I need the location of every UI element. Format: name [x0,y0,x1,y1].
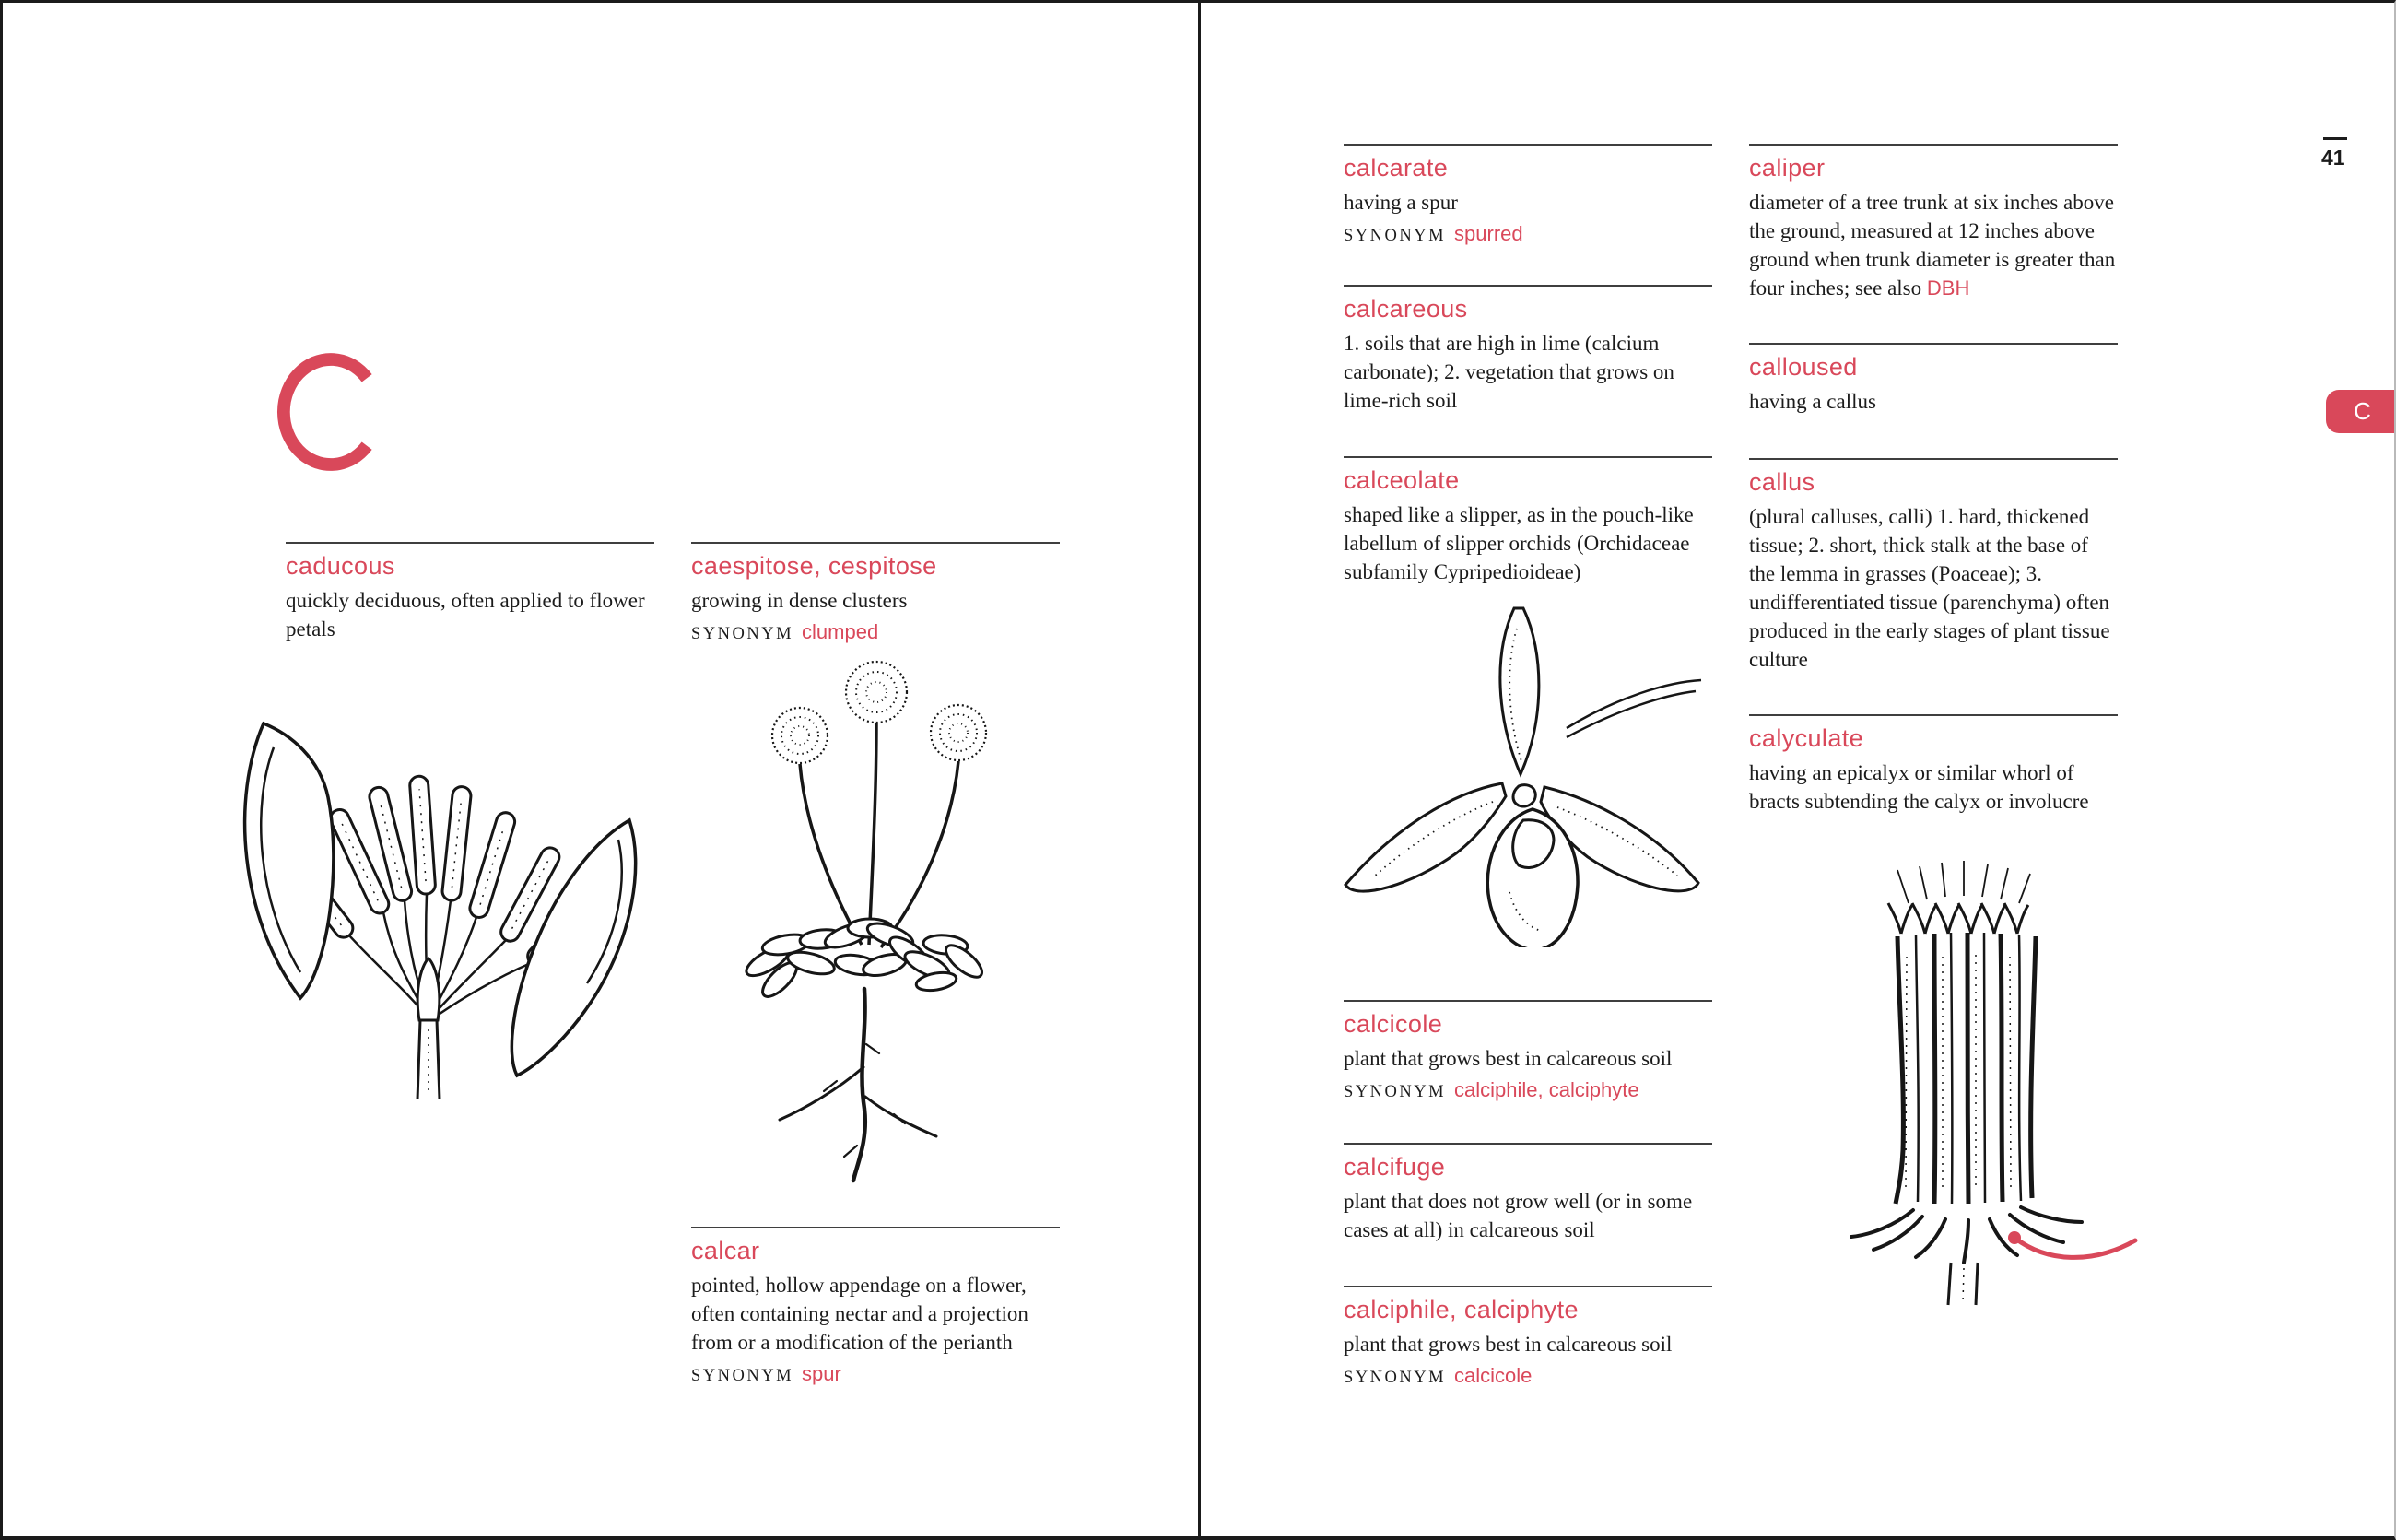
entry-calcarate [1344,144,1712,250]
definition-calyculate: having an epicalyx or similar whorl of bracts subtending the calyx or involucre [1749,761,2089,813]
term-calceolate: calceolate [1344,466,1460,494]
entry-calciphile [1344,1286,1712,1392]
synonym-line [1344,1362,1712,1392]
entry-rule [1749,144,2118,146]
definition-calcareous: 1. soils that are high in lime (calcium carbonate); 2. vegetation that grows on lime-rich soil [1344,332,1674,412]
synonym-value: calcicole [1454,1364,1533,1387]
synonym-value: calciphile, calciphyte [1454,1078,1639,1101]
definition-calcifuge: plant that does not grow well (or in some cases at all) in calcareous soil [1344,1190,1693,1241]
definition-calciphile: plant that grows best in calcareous soil [1344,1333,1673,1356]
definition-calceolate: shaped like a slipper, as in the pouch-like labellum of slipper orchids (Orchidaceae subfamily Cypripedioideae) [1344,503,1694,583]
synonym-line [1344,1076,1712,1106]
entry-rule [1344,144,1712,146]
term-calcifuge: calcifuge [1344,1153,1446,1181]
term-caliper: caliper [1749,154,1826,182]
definition-calcarate: having a spur [1344,191,1458,214]
entry-rule [1344,285,1712,287]
definition-calloused: having a callus [1749,390,1876,413]
entry-rule [691,1227,1060,1228]
entry-rule [1749,714,2118,716]
calceolate-illustration [1325,597,1712,947]
page-number-rule [2323,137,2347,140]
synonym-line [691,1360,1060,1390]
synonym-line [1344,220,1712,250]
synonym-value: spur [802,1362,841,1385]
entry-rule [1344,1143,1712,1145]
entry-calceolate [1344,456,1712,586]
synonym-label: SYNONYM [1344,1083,1447,1101]
synonym-label: SYNONYM [1344,1369,1447,1387]
entry-caliper [1749,144,2118,302]
term-calciphile: calciphile, calciphyte [1344,1296,1579,1323]
definition-calcar: pointed, hollow appendage on a flower, often containing nectar and a projection from or a modification of the perianth [691,1274,1028,1354]
caespitose-illustration [726,648,1007,1192]
entry-rule [1749,458,2118,460]
section-tab-c [2326,390,2396,433]
entry-calyculate [1749,714,2118,816]
entry-rule [286,542,654,544]
term-callus: callus [1749,468,1815,496]
entry-caespitose [691,542,1060,648]
entry-rule [691,542,1060,544]
drop-cap-c-glyph [276,353,385,471]
entry-rule [1344,1286,1712,1287]
definition-caducous: quickly deciduous, often applied to flower petals [286,589,645,641]
section-tab-letter: C [2354,397,2371,425]
synonym-line [691,618,1060,648]
entry-rule [1344,456,1712,458]
page-gutter-divider [1198,3,1201,1536]
definition-caespitose: growing in dense clusters [691,589,908,612]
see-also-reference: DBH [1926,276,1970,300]
term-calcicole: calcicole [1344,1010,1443,1038]
synonym-value: clumped [802,620,879,643]
term-caducous: caducous [286,552,395,580]
term-calcareous: calcareous [1344,295,1468,323]
entry-calcareous [1344,285,1712,415]
entry-callus [1749,458,2118,674]
red-pointer-line [2008,1231,2135,1257]
entry-calcar [691,1227,1060,1390]
synonym-label: SYNONYM [691,1367,794,1385]
synonym-value: spurred [1454,222,1523,245]
page-number-block [2321,137,2364,170]
term-calyculate: calyculate [1749,724,1864,752]
entry-calcicole [1344,1000,1712,1106]
entry-calcifuge [1344,1143,1712,1244]
definition-calcicole: plant that grows best in calcareous soil [1344,1047,1673,1070]
term-caespitose: caespitose, cespitose [691,552,937,580]
definition-caliper [1749,188,2118,302]
caducous-illustration [213,659,646,1101]
definition-text: diameter of a tree trunk at six inches above the ground, measured at 12 inches above ground when trunk diameter is greater than four inches; see also [1749,191,2116,300]
section-drop-cap [276,353,385,471]
calyculate-illustration [1826,846,2143,1307]
synonym-label: SYNONYM [1344,227,1447,245]
entry-caducous [286,542,654,643]
synonym-label: SYNONYM [691,625,794,643]
entry-calloused [1749,343,2118,416]
term-calcar: calcar [691,1237,760,1264]
term-calcarate: calcarate [1344,154,1449,182]
entry-rule [1344,1000,1712,1002]
page-number: 41 [2321,146,2345,170]
definition-callus: (plural calluses, calli) 1. hard, thickened tissue; 2. short, thick stalk at the base of the lemma in grasses (Poaceae); 3. undifferentiated tissue (parenchyma) often produced in the early stages of plant tissue culture [1749,505,2110,671]
term-calloused: calloused [1749,353,1858,381]
entry-rule [1749,343,2118,345]
